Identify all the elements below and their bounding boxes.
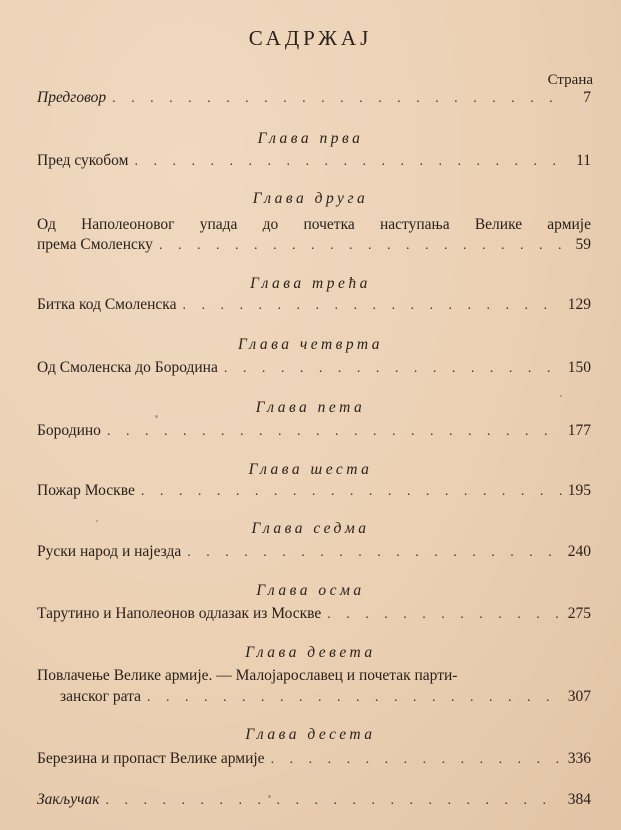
toc-entry — [37, 543, 591, 565]
paper-speck — [560, 395, 562, 397]
toc-entry — [37, 750, 591, 772]
entry-page: 195 — [567, 482, 591, 499]
toc-entry — [37, 605, 591, 627]
toc-entry-preface — [37, 89, 591, 111]
entry-page: 307 — [567, 688, 591, 705]
chapter-heading: Глава десета — [245, 726, 376, 743]
entry-title: Пожар Москве — [37, 482, 135, 499]
chapter-heading: Глава шеста — [248, 461, 373, 478]
chapter-heading: Глава трећа — [250, 275, 371, 292]
paper-speck — [78, 695, 80, 697]
entry-title-line: Повлачење Велике армије. — Малојарославец и почетак парти- — [37, 667, 458, 684]
toc-entry — [37, 422, 591, 444]
entry-title: Березина и пропаст Велике армије — [37, 750, 265, 767]
page-title: САДРЖАЈ — [248, 26, 373, 50]
leader-dots — [187, 545, 561, 561]
entry-page: 11 — [576, 152, 591, 169]
entry-page: 240 — [567, 543, 591, 560]
entry-title: Закључак — [37, 791, 100, 808]
leader-dots — [134, 154, 565, 170]
chapter-heading: Глава прва — [257, 130, 364, 147]
entry-title-line: Од Наполеоновог упада до почетка наступања Велике армије — [37, 216, 591, 233]
page-column-label: Страна — [547, 72, 593, 88]
entry-page: 150 — [567, 359, 591, 376]
entry-title: Руски народ и најезда — [37, 543, 182, 560]
paper-speck — [268, 795, 271, 798]
entry-title: Од Смоленска до Бородина — [37, 359, 218, 376]
entry-page: 177 — [567, 422, 591, 439]
entry-title: Пред сукобом — [37, 152, 129, 169]
leader-dots — [224, 361, 562, 377]
leader-dots — [107, 424, 562, 440]
leader-dots — [147, 690, 562, 706]
entry-title: Бородино — [37, 422, 101, 439]
entry-title: занског рата — [60, 688, 141, 705]
leader-dots — [271, 752, 562, 768]
toc-entry — [37, 296, 591, 318]
paper-speck — [96, 520, 98, 522]
toc-entry — [37, 482, 591, 504]
leader-dots — [112, 91, 565, 107]
leader-dots — [105, 793, 561, 809]
entry-title: према Смоленску — [37, 236, 153, 253]
toc-entry-conclusion — [37, 791, 591, 813]
toc-entry — [37, 359, 591, 381]
chapter-heading: Глава девета — [245, 644, 376, 661]
entry-page: 7 — [583, 89, 591, 106]
leader-dots — [159, 238, 565, 254]
leader-dots — [141, 484, 562, 500]
chapter-heading: Глава друга — [252, 190, 369, 207]
entry-title: Тарутино и Наполеонов одлазак из Москве — [37, 605, 322, 622]
leader-dots — [183, 298, 562, 314]
entry-page: 336 — [567, 750, 591, 767]
entry-title: Предговор — [37, 89, 107, 106]
entry-page: 384 — [567, 791, 591, 808]
chapter-heading: Глава четврта — [237, 336, 384, 353]
toc-entry — [60, 688, 591, 710]
entry-page: 275 — [567, 605, 591, 622]
entry-page: 129 — [567, 296, 591, 313]
chapter-heading: Глава пета — [255, 399, 366, 416]
chapter-heading: Глава седма — [251, 520, 370, 537]
entry-page: 59 — [575, 236, 591, 253]
leader-dots — [327, 607, 561, 623]
entry-title: Битка код Смоленска — [37, 296, 177, 313]
chapter-heading: Глава осма — [256, 582, 365, 599]
toc-entry — [37, 152, 591, 174]
paper-speck — [155, 415, 158, 418]
toc-entry — [37, 236, 591, 258]
